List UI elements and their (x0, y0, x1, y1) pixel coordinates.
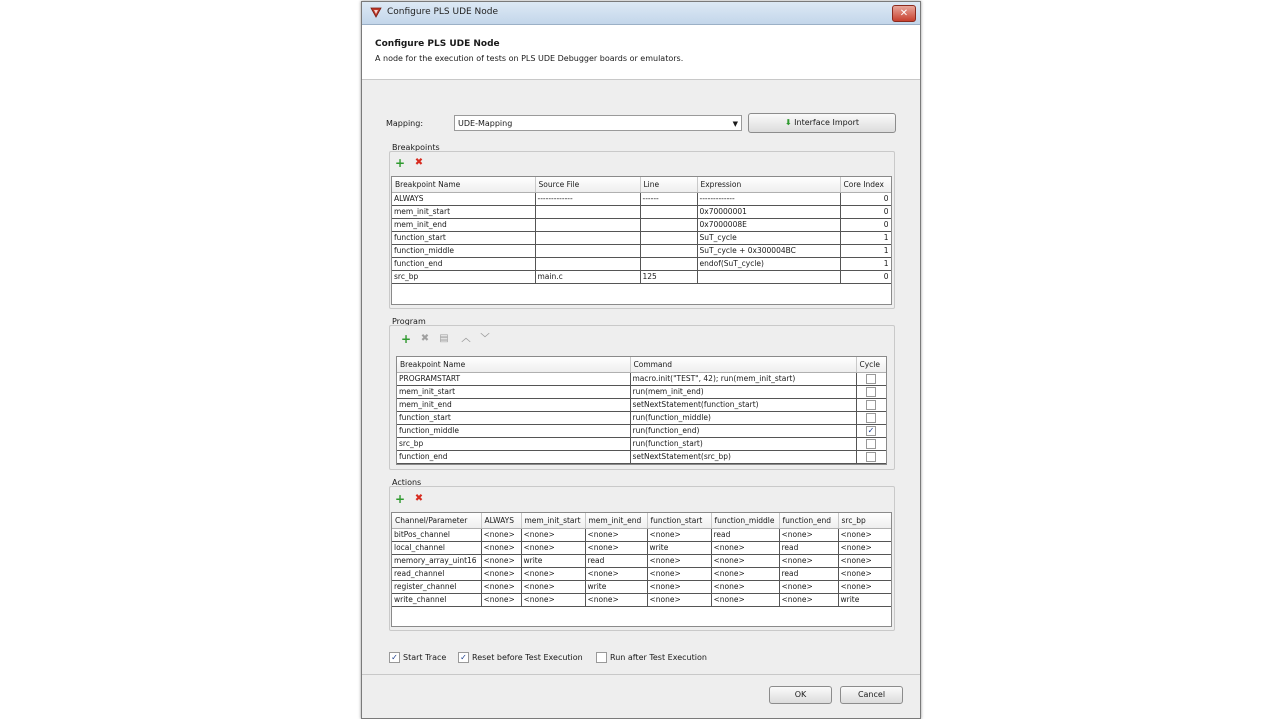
table-row[interactable] (397, 412, 886, 425)
actions-table[interactable] (391, 512, 892, 627)
header-description: A node for the execution of tests on PLS UDE Debugger boards or emulators. (375, 54, 684, 63)
table-row[interactable] (392, 581, 891, 594)
table-cell[interactable]: write (585, 581, 647, 594)
column-header[interactable]: Breakpoint Name (397, 357, 630, 373)
table-row[interactable] (397, 425, 886, 438)
cycle-cell[interactable] (856, 373, 886, 386)
table-cell[interactable] (640, 245, 697, 258)
table-cell[interactable]: ------ (640, 193, 697, 206)
actions-label: Actions (392, 478, 422, 487)
cycle-cell[interactable] (856, 386, 886, 399)
table-cell[interactable] (535, 206, 640, 219)
column-header[interactable]: Command (630, 357, 856, 373)
table-row[interactable] (392, 529, 891, 542)
table-cell[interactable]: read_channel (392, 568, 481, 581)
program-name-cell[interactable]: mem_init_end (397, 399, 630, 412)
start-trace-checkbox[interactable] (389, 652, 446, 663)
table-cell[interactable] (640, 219, 697, 232)
table-cell[interactable]: <none> (481, 529, 521, 542)
interface-import-label: Interface Import (794, 118, 860, 127)
reset-label: Reset before Test Execution (472, 653, 583, 662)
table-cell[interactable]: function_end (392, 258, 535, 271)
configure-dialog (361, 1, 921, 719)
table-cell[interactable]: <none> (647, 581, 711, 594)
remove-action-icon[interactable]: ✖ (414, 493, 424, 504)
program-command-cell[interactable]: macro.init("TEST", 42); run(mem_init_start) (630, 373, 856, 386)
program-command-cell[interactable]: run(function_middle) (630, 412, 856, 425)
header-title: Configure PLS UDE Node (375, 39, 500, 49)
table-cell[interactable]: <none> (711, 581, 779, 594)
dialog-header (362, 25, 920, 80)
chevron-down-icon: ▼ (732, 120, 738, 128)
column-header[interactable]: mem_init_start (521, 513, 585, 529)
program-name-cell[interactable]: function_end (397, 451, 630, 464)
table-cell[interactable]: <none> (647, 594, 711, 607)
table-row[interactable] (397, 386, 886, 399)
table-cell[interactable]: <none> (647, 529, 711, 542)
table-cell[interactable]: write_channel (392, 594, 481, 607)
table-cell[interactable]: 0 (840, 206, 891, 219)
cycle-cell[interactable] (856, 451, 886, 464)
table-cell[interactable]: ------------- (697, 193, 840, 206)
table-row[interactable] (392, 594, 891, 607)
cancel-button[interactable]: Cancel (840, 686, 903, 704)
table-cell[interactable]: mem_init_end (392, 219, 535, 232)
table-cell[interactable]: <none> (647, 555, 711, 568)
table-cell[interactable]: local_channel (392, 542, 481, 555)
table-cell[interactable]: <none> (711, 542, 779, 555)
cycle-checkbox[interactable] (866, 452, 876, 462)
add-action-icon[interactable]: + (394, 492, 406, 506)
table-cell[interactable]: 0x7000008E (697, 219, 840, 232)
import-icon: ⬇ (784, 118, 792, 127)
table-cell[interactable]: 1 (840, 258, 891, 271)
add-program-icon[interactable]: + (400, 332, 412, 346)
table-cell[interactable]: <none> (647, 568, 711, 581)
program-table[interactable] (396, 356, 887, 465)
table-cell[interactable]: <none> (481, 555, 521, 568)
program-command-cell[interactable]: setNextStatement(src_bp) (630, 451, 856, 464)
table-row[interactable] (397, 438, 886, 451)
table-cell[interactable]: <none> (838, 581, 891, 594)
run-after-check[interactable] (596, 652, 607, 663)
mapping-label: Mapping: (386, 119, 424, 128)
copy-icon[interactable]: ▤ (439, 333, 449, 344)
table-cell[interactable]: memory_array_uint16 (392, 555, 481, 568)
table-cell[interactable]: function_middle (392, 245, 535, 258)
table-row[interactable] (392, 232, 891, 245)
add-breakpoint-icon[interactable]: + (394, 156, 406, 170)
table-row[interactable] (392, 258, 891, 271)
table-cell[interactable]: read (711, 529, 779, 542)
table-cell[interactable]: <none> (585, 542, 647, 555)
table-cell[interactable]: function_start (392, 232, 535, 245)
table-cell[interactable]: read (779, 542, 838, 555)
table-cell[interactable] (535, 258, 640, 271)
cycle-cell[interactable] (856, 399, 886, 412)
table-cell[interactable]: <none> (521, 542, 585, 555)
window-title: Configure PLS UDE Node (387, 7, 499, 17)
table-cell[interactable] (535, 219, 640, 232)
table-cell[interactable]: mem_init_start (392, 206, 535, 219)
table-cell[interactable]: <none> (711, 555, 779, 568)
table-cell[interactable]: <none> (521, 581, 585, 594)
table-cell[interactable] (535, 232, 640, 245)
table-cell[interactable]: <none> (711, 568, 779, 581)
table-row[interactable] (392, 193, 891, 206)
column-header[interactable]: Channel/Parameter (392, 513, 481, 529)
reset-checkbox[interactable] (458, 652, 583, 663)
table-cell[interactable]: <none> (838, 529, 891, 542)
table-cell[interactable]: bitPos_channel (392, 529, 481, 542)
program-command-cell[interactable]: run(mem_init_end) (630, 386, 856, 399)
table-cell[interactable]: 1 (840, 232, 891, 245)
table-cell[interactable]: <none> (779, 594, 838, 607)
program-name-cell[interactable]: src_bp (397, 438, 630, 451)
table-cell[interactable]: SuT_cycle (697, 232, 840, 245)
cycle-cell[interactable] (856, 438, 886, 451)
program-name-cell[interactable]: function_start (397, 412, 630, 425)
table-cell[interactable]: endof(SuT_cycle) (697, 258, 840, 271)
run-after-checkbox[interactable] (596, 652, 707, 663)
table-cell[interactable]: 0 (840, 219, 891, 232)
table-cell[interactable] (640, 232, 697, 245)
column-header[interactable]: Cycle (856, 357, 886, 373)
mapping-value: UDE-Mapping (458, 119, 513, 128)
table-cell[interactable]: <none> (779, 529, 838, 542)
table-cell[interactable]: <none> (481, 542, 521, 555)
table-cell[interactable]: write (647, 542, 711, 555)
program-name-cell[interactable]: mem_init_start (397, 386, 630, 399)
table-cell[interactable]: <none> (481, 581, 521, 594)
table-cell[interactable]: 0 (840, 193, 891, 206)
column-header[interactable]: Core Index (840, 177, 891, 193)
cycle-cell[interactable] (856, 412, 886, 425)
table-row[interactable] (392, 245, 891, 258)
program-name-cell[interactable]: PROGRAMSTART (397, 373, 630, 386)
run-after-label: Run after Test Execution (610, 653, 707, 662)
breakpoints-label: Breakpoints (392, 143, 440, 152)
table-row[interactable] (392, 206, 891, 219)
table-cell[interactable]: <none> (521, 568, 585, 581)
table-cell[interactable]: main.c (535, 271, 640, 284)
table-cell[interactable]: 125 (640, 271, 697, 284)
start-trace-label: Start Trace (403, 653, 447, 662)
table-cell[interactable]: <none> (585, 529, 647, 542)
program-command-cell[interactable]: setNextStatement(function_start) (630, 399, 856, 412)
interface-import-button[interactable] (748, 113, 896, 133)
column-header[interactable]: Line (640, 177, 697, 193)
table-cell[interactable]: <none> (481, 594, 521, 607)
table-row[interactable] (392, 542, 891, 555)
column-header[interactable]: Expression (697, 177, 840, 193)
column-header[interactable]: mem_init_end (585, 513, 647, 529)
table-cell[interactable]: 0x70000001 (697, 206, 840, 219)
footer-divider (362, 674, 920, 675)
table-cell[interactable]: register_channel (392, 581, 481, 594)
cycle-cell[interactable] (856, 425, 886, 438)
remove-breakpoint-icon[interactable]: ✖ (414, 157, 424, 168)
table-cell[interactable]: <none> (711, 594, 779, 607)
table-cell[interactable]: <none> (521, 529, 585, 542)
cycle-checkbox[interactable] (866, 439, 876, 449)
column-header[interactable]: src_bp (838, 513, 891, 529)
table-cell[interactable]: <none> (585, 568, 647, 581)
table-cell[interactable]: <none> (481, 568, 521, 581)
table-cell[interactable] (640, 206, 697, 219)
cycle-checkbox[interactable] (866, 387, 876, 397)
table-cell[interactable]: write (838, 594, 891, 607)
start-trace-check[interactable]: ✓ (389, 652, 400, 663)
table-cell[interactable]: <none> (838, 542, 891, 555)
table-cell[interactable] (640, 258, 697, 271)
program-name-cell[interactable]: function_middle (397, 425, 630, 438)
table-row[interactable] (397, 399, 886, 412)
program-label: Program (392, 317, 426, 326)
table-cell[interactable]: <none> (585, 594, 647, 607)
reset-check[interactable]: ✓ (458, 652, 469, 663)
table-cell[interactable]: ALWAYS (392, 193, 535, 206)
table-row[interactable] (397, 451, 886, 464)
table-cell[interactable] (697, 271, 840, 284)
table-cell[interactable]: ------------- (535, 193, 640, 206)
column-header[interactable]: function_end (779, 513, 838, 529)
program-command-cell[interactable]: run(function_start) (630, 438, 856, 451)
ok-button[interactable]: OK (769, 686, 832, 704)
table-cell[interactable]: <none> (838, 555, 891, 568)
column-header[interactable]: ALWAYS (481, 513, 521, 529)
table-cell[interactable]: <none> (838, 568, 891, 581)
column-header[interactable]: Breakpoint Name (392, 177, 535, 193)
table-row[interactable] (392, 568, 891, 581)
mapping-select[interactable] (454, 115, 742, 131)
column-header[interactable]: Source File (535, 177, 640, 193)
table-cell[interactable]: read (585, 555, 647, 568)
table-cell[interactable]: <none> (779, 581, 838, 594)
table-row[interactable] (397, 373, 886, 386)
table-row[interactable] (392, 219, 891, 232)
cycle-checkbox[interactable] (866, 374, 876, 384)
column-header[interactable]: function_middle (711, 513, 779, 529)
program-command-cell[interactable]: run(function_end) (630, 425, 856, 438)
cycle-checkbox[interactable] (866, 413, 876, 423)
table-cell[interactable]: src_bp (392, 271, 535, 284)
table-cell[interactable] (535, 245, 640, 258)
title-bar[interactable] (362, 2, 920, 25)
table-cell[interactable]: <none> (779, 555, 838, 568)
column-header[interactable]: function_start (647, 513, 711, 529)
move-up-icon[interactable]: ︿ (461, 334, 471, 344)
table-cell[interactable]: SuT_cycle + 0x300004BC (697, 245, 840, 258)
app-icon (370, 7, 382, 18)
move-down-icon[interactable]: ﹀ (480, 334, 490, 344)
table-cell[interactable]: write (521, 555, 585, 568)
cycle-checkbox[interactable]: ✓ (867, 426, 875, 435)
table-row[interactable] (392, 271, 891, 284)
table-cell[interactable]: 1 (840, 245, 891, 258)
table-cell[interactable]: read (779, 568, 838, 581)
cycle-checkbox[interactable] (866, 400, 876, 410)
table-cell[interactable]: 0 (840, 271, 891, 284)
close-button[interactable]: ✕ (892, 5, 916, 22)
remove-program-icon[interactable]: ✖ (420, 333, 430, 344)
table-cell[interactable]: <none> (521, 594, 585, 607)
table-row[interactable] (392, 555, 891, 568)
breakpoints-table[interactable] (391, 176, 892, 305)
